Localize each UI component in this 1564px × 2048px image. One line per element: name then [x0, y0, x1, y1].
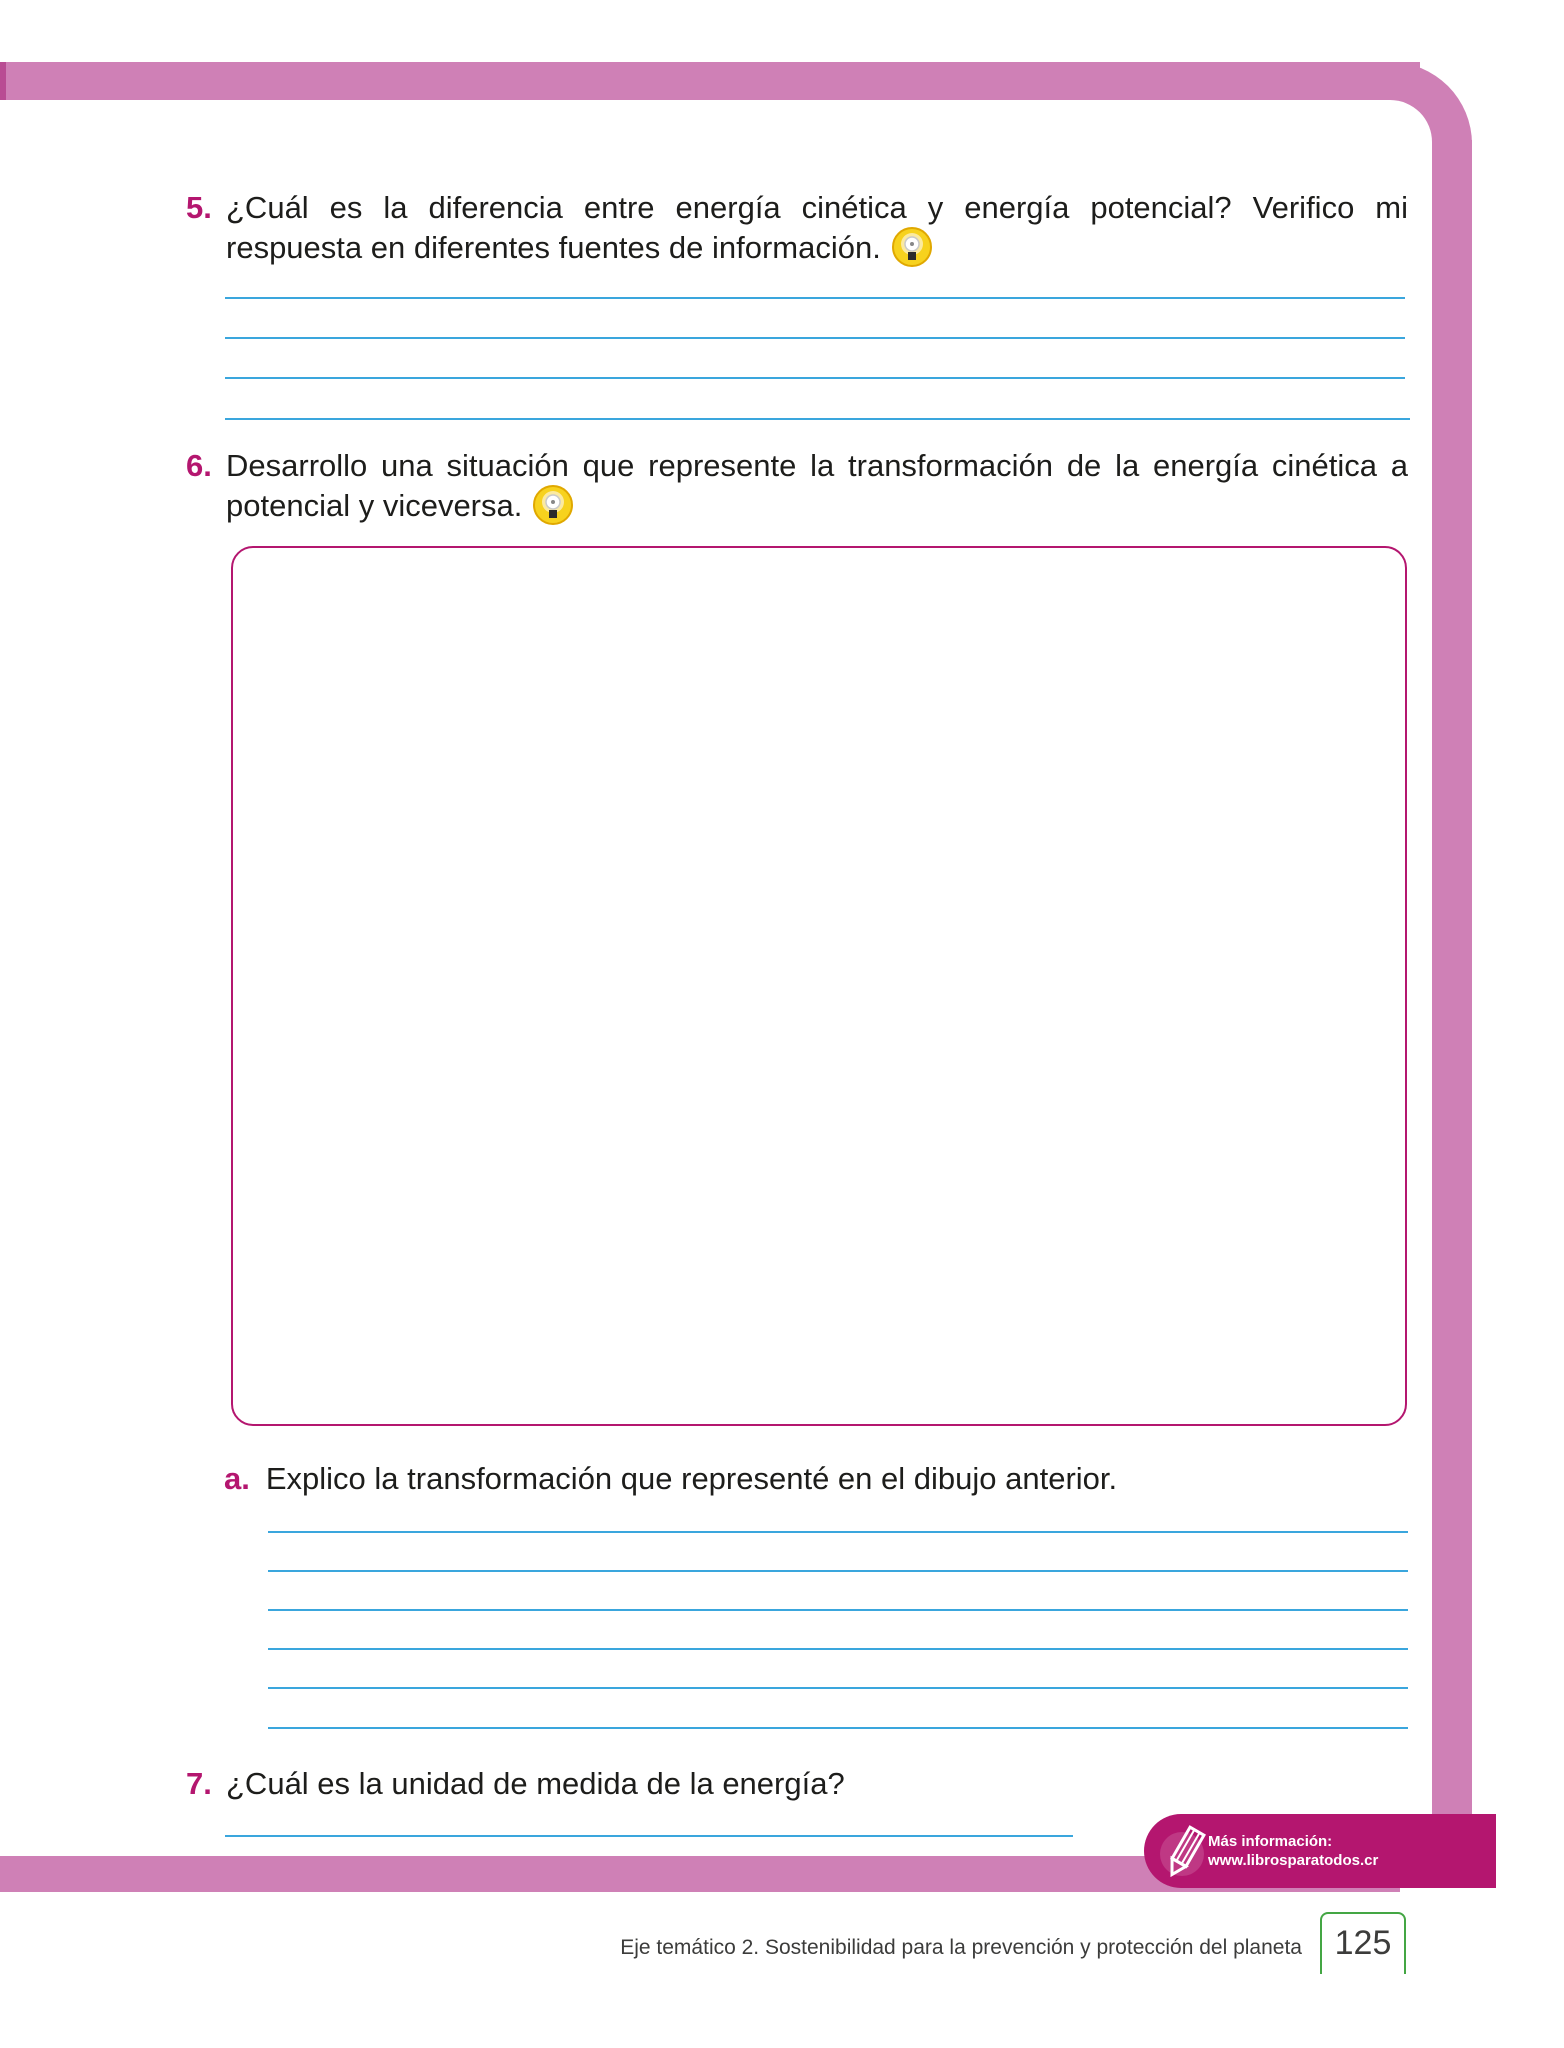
question-7 [186, 1764, 1408, 1804]
answer-line[interactable] [225, 297, 1405, 299]
answer-line[interactable] [268, 1609, 1408, 1611]
answer-line[interactable] [225, 337, 1405, 339]
frame-right-bar [1432, 140, 1472, 1820]
question-text: ¿Cuál es la unidad de medida de la energía? [226, 1766, 845, 1801]
more-info-tab[interactable] [1144, 1814, 1496, 1888]
question-number: 6. [186, 448, 212, 483]
answer-line[interactable] [225, 418, 1410, 420]
more-info-url[interactable]: www.librosparatodos.cr [1208, 1852, 1379, 1869]
subquestion-a [224, 1459, 1404, 1499]
question-5 [186, 188, 1408, 271]
question-6 [186, 446, 1408, 529]
subquestion-text: Explico la transformación que representé en el dibujo anterior. [265, 1461, 1118, 1496]
question-number: 7. [186, 1766, 212, 1801]
pencil-icon [1160, 1824, 1210, 1880]
answer-line[interactable] [268, 1570, 1408, 1572]
question-text: Desarrollo una situación que represente la transformación de la energía cinética a potencial y viceversa. [226, 448, 1408, 523]
answer-line[interactable] [268, 1687, 1408, 1689]
question-text: ¿Cuál es la diferencia entre energía cinética y energía potencial? Verifico mi respuesta en diferentes fuentes de información. [226, 190, 1408, 265]
subquestion-letter: a. [224, 1461, 250, 1496]
answer-line[interactable] [268, 1727, 1408, 1729]
more-info-label: Más información: [1208, 1833, 1333, 1850]
answer-line[interactable] [225, 377, 1405, 379]
answer-line[interactable] [268, 1531, 1408, 1533]
drawing-box[interactable] [231, 546, 1407, 1426]
lightbulb-icon [532, 485, 574, 527]
question-number: 5. [186, 190, 212, 225]
page-number-box [1320, 1912, 1406, 1974]
frame-left-mark [0, 62, 6, 100]
page-number: 125 [1334, 1924, 1392, 1962]
footer-theme: Eje temático 2. Sostenibilidad para la prevención y protección del planeta [620, 1936, 1302, 1959]
answer-line[interactable] [268, 1648, 1408, 1650]
answer-line[interactable] [225, 1835, 1073, 1837]
frame-top-bar [0, 62, 1420, 100]
lightbulb-icon [891, 227, 933, 269]
